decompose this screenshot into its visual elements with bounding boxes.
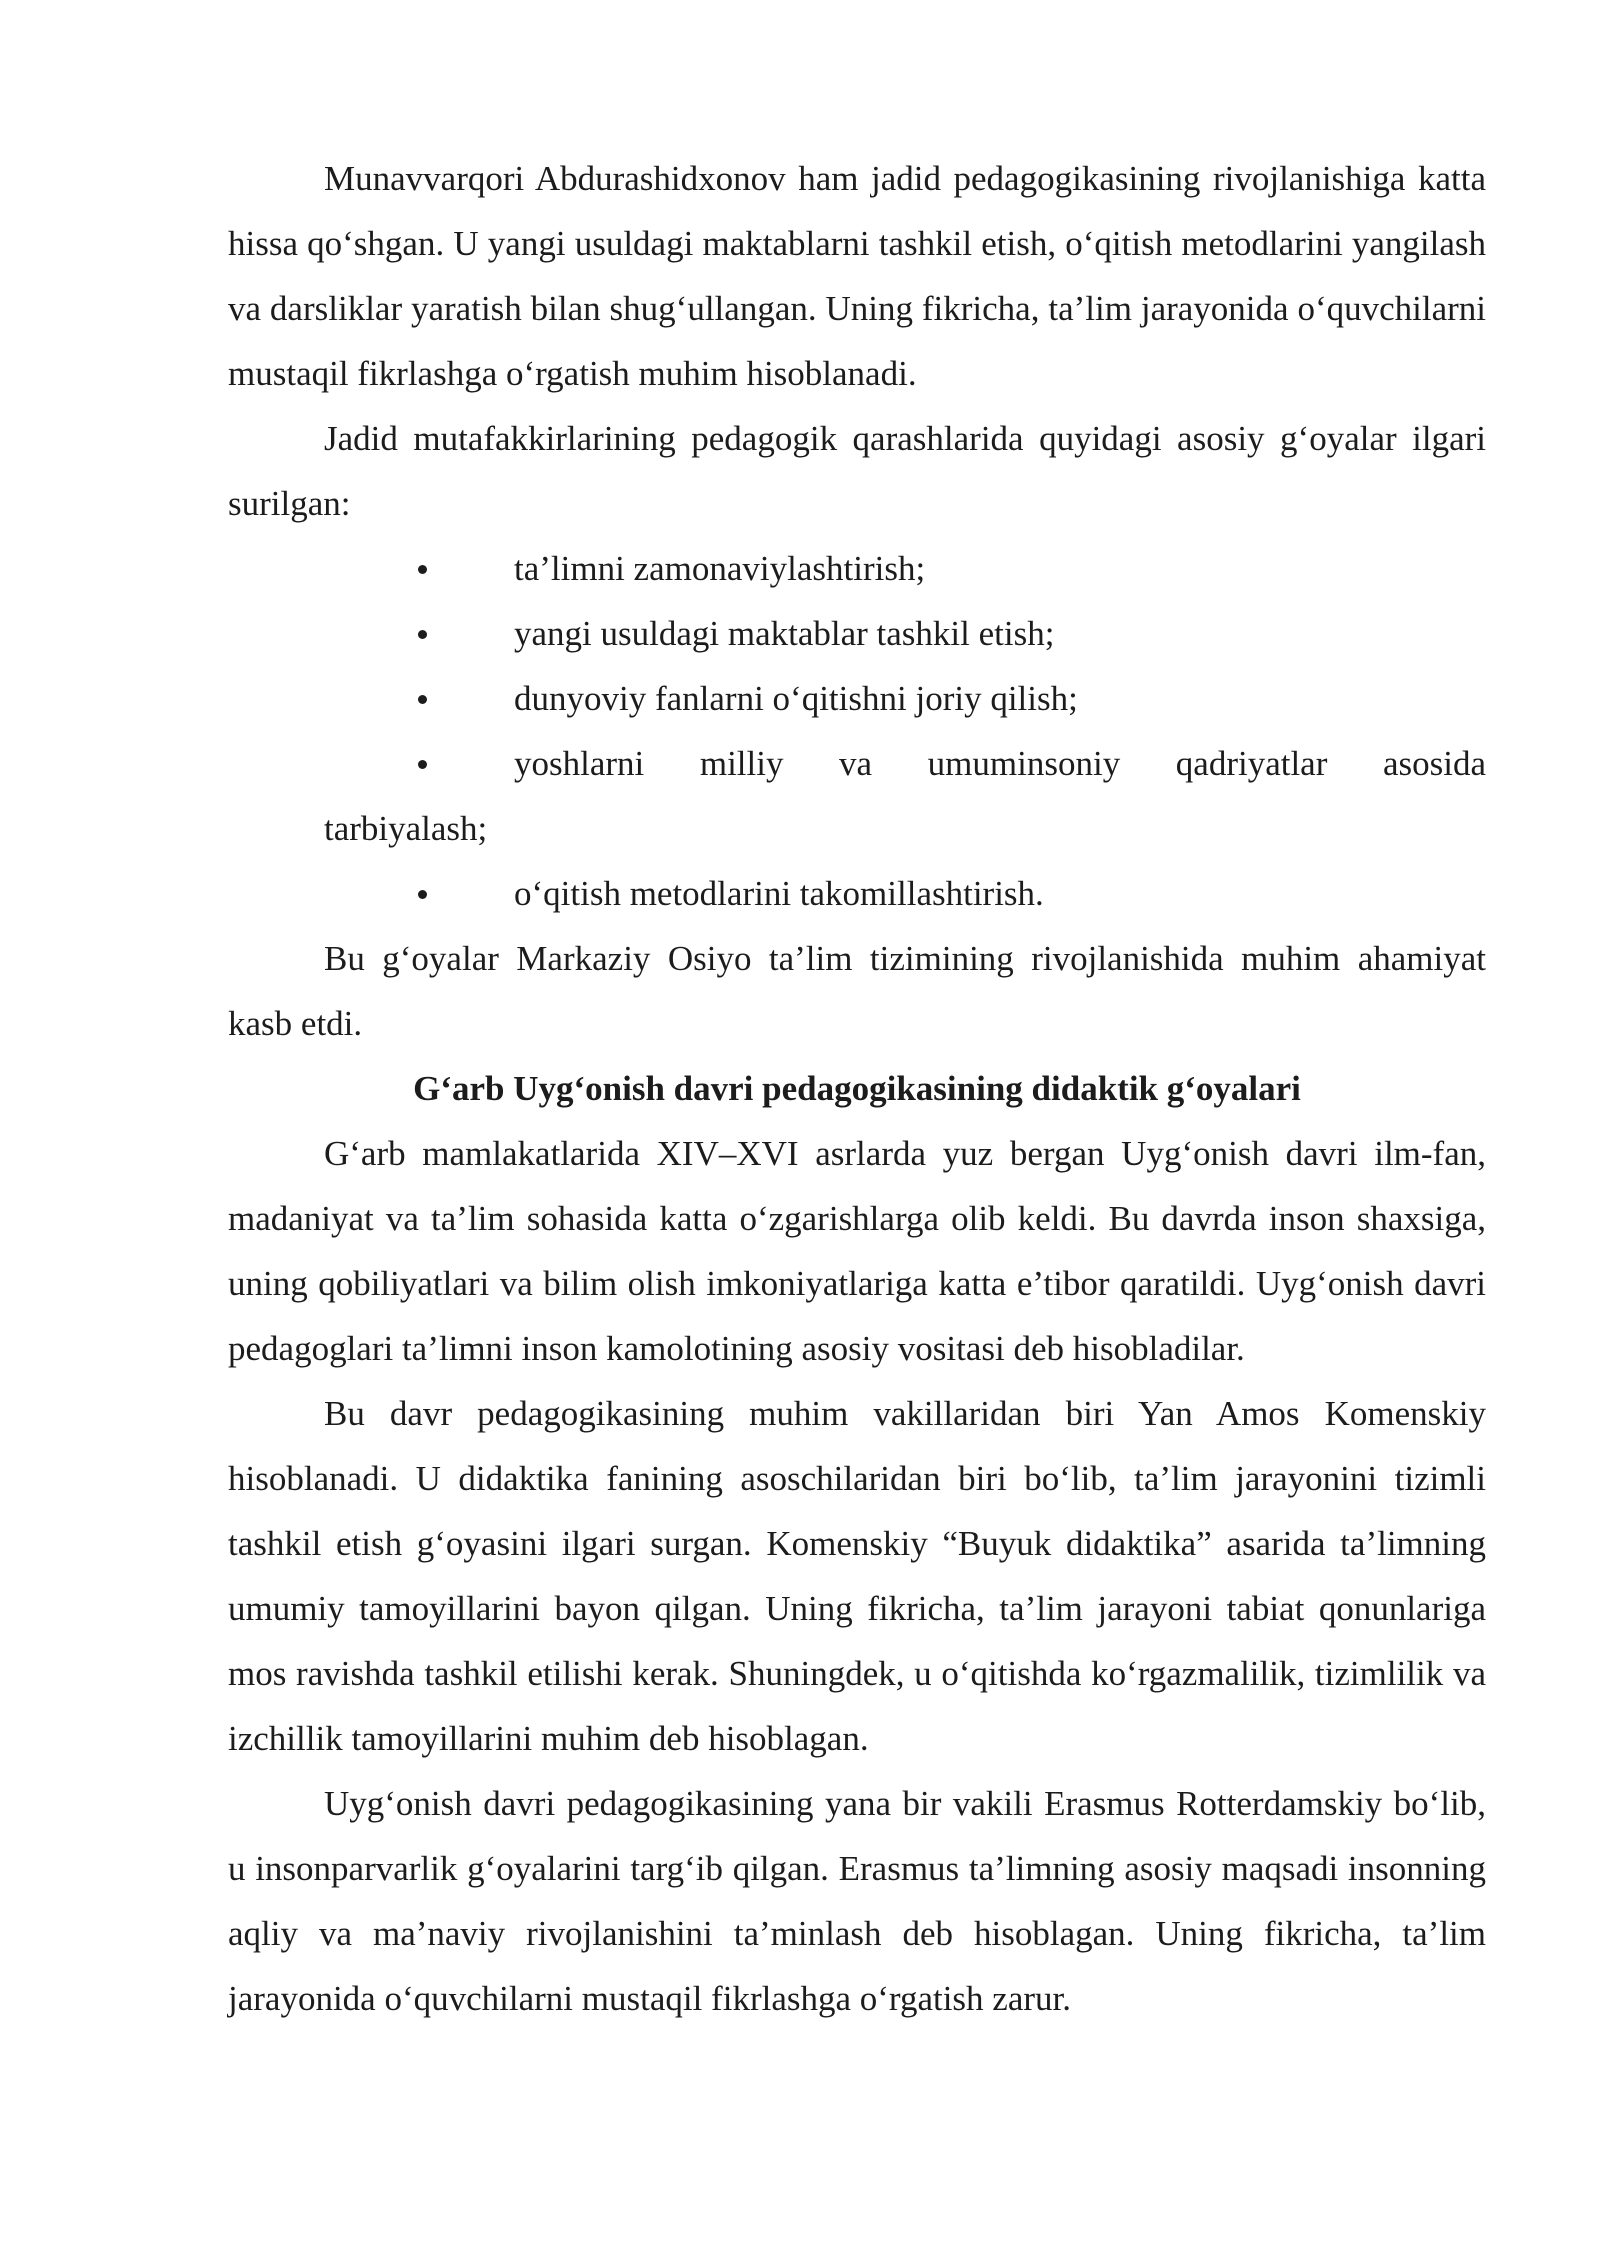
section-heading: G‘arb Uyg‘onish davri pedagogikasining didaktik g‘oyalari (413, 1069, 1301, 1108)
ideas-list (228, 536, 1486, 926)
list-item: dunyoviy fanlarni o‘qitishni joriy qilish; (514, 679, 1078, 718)
document-body (228, 146, 1486, 2031)
paragraph-renaissance-intro: G‘arb mamlakatlarida XIV–XVI asrlarda yuz bergan Uyg‘onish davri ilm-fan, madaniyat va ta’lim sohasida katta o‘zgarishlarga olib keldi. Bu davrda inson shaxsiga, uning qobiliyatlari va bilim olish imkoniyatlariga katta e’tibor qaratildi. Uyg‘onish davri pedagoglari ta’limni inson kamolotining asosiy vositasi deb hisobladilar. (228, 1134, 1486, 1368)
list-item: o‘qitish metodlarini takomillashtirish. (514, 874, 1044, 913)
paragraph-jadid-ideas-intro: Jadid mutafakkirlarining pedagogik qarashlarida quyidagi asosiy g‘oyalar ilgari surilgan: (228, 419, 1486, 523)
paragraph-ideas-significance: Bu g‘oyalar Markaziy Osiyo ta’lim tizimining rivojlanishida muhim ahamiyat kasb etdi. (228, 939, 1486, 1043)
list-item: yoshlarni milliy va umuminsoniy qadriyatlar asosida tarbiyalash; (324, 744, 1486, 848)
paragraph-erasmus: Uyg‘onish davri pedagogikasining yana bir vakili Erasmus Rotterdamskiy bo‘lib, u insonparvarlik g‘oyalarini targ‘ib qilgan. Erasmus ta’limning asosiy maqsadi insonning aqliy va ma’naviy rivojlanishini ta’minlash deb hisoblagan. Uning fikricha, ta’lim jarayonida o‘quvchilarni mustaqil fikrlashga o‘rgatish zarur. (228, 1784, 1486, 2018)
list-item: ta’limni zamonaviylashtirish; (514, 549, 926, 588)
paragraph-komenskiy: Bu davr pedagogikasining muhim vakillaridan biri Yan Amos Komenskiy hisoblanadi. U didaktika fanining asoschilaridan biri bo‘lib, ta’lim jarayonini tizimli tashkil etish g‘oyasini ilgari surgan. Komenskiy “Buyuk didaktika” asarida ta’limning umumiy tamoyillarini bayon qilgan. Uning fikricha, ta’lim jarayoni tabiat qonunlariga mos ravishda tashkil etilishi kerak. Shuningdek, u o‘qitishda ko‘rgazmalilik, tizimlilik va izchillik tamoyillarini muhim deb hisoblagan. (228, 1394, 1486, 1758)
list-item: yangi usuldagi maktablar tashkil etish; (514, 614, 1055, 653)
paragraph-munavvarqori: Munavvarqori Abdurashidxonov ham jadid pedagogikasining rivojlanishiga katta hissa qo‘shgan. U yangi usuldagi maktablarni tashkil etish, o‘qitish metodlarini yangilash va darsliklar yaratish bilan shug‘ullangan. Uning fikricha, ta’lim jarayonida o‘quvchilarni mustaqil fikrlashga o‘rgatish muhim hisoblanadi. (228, 159, 1486, 393)
